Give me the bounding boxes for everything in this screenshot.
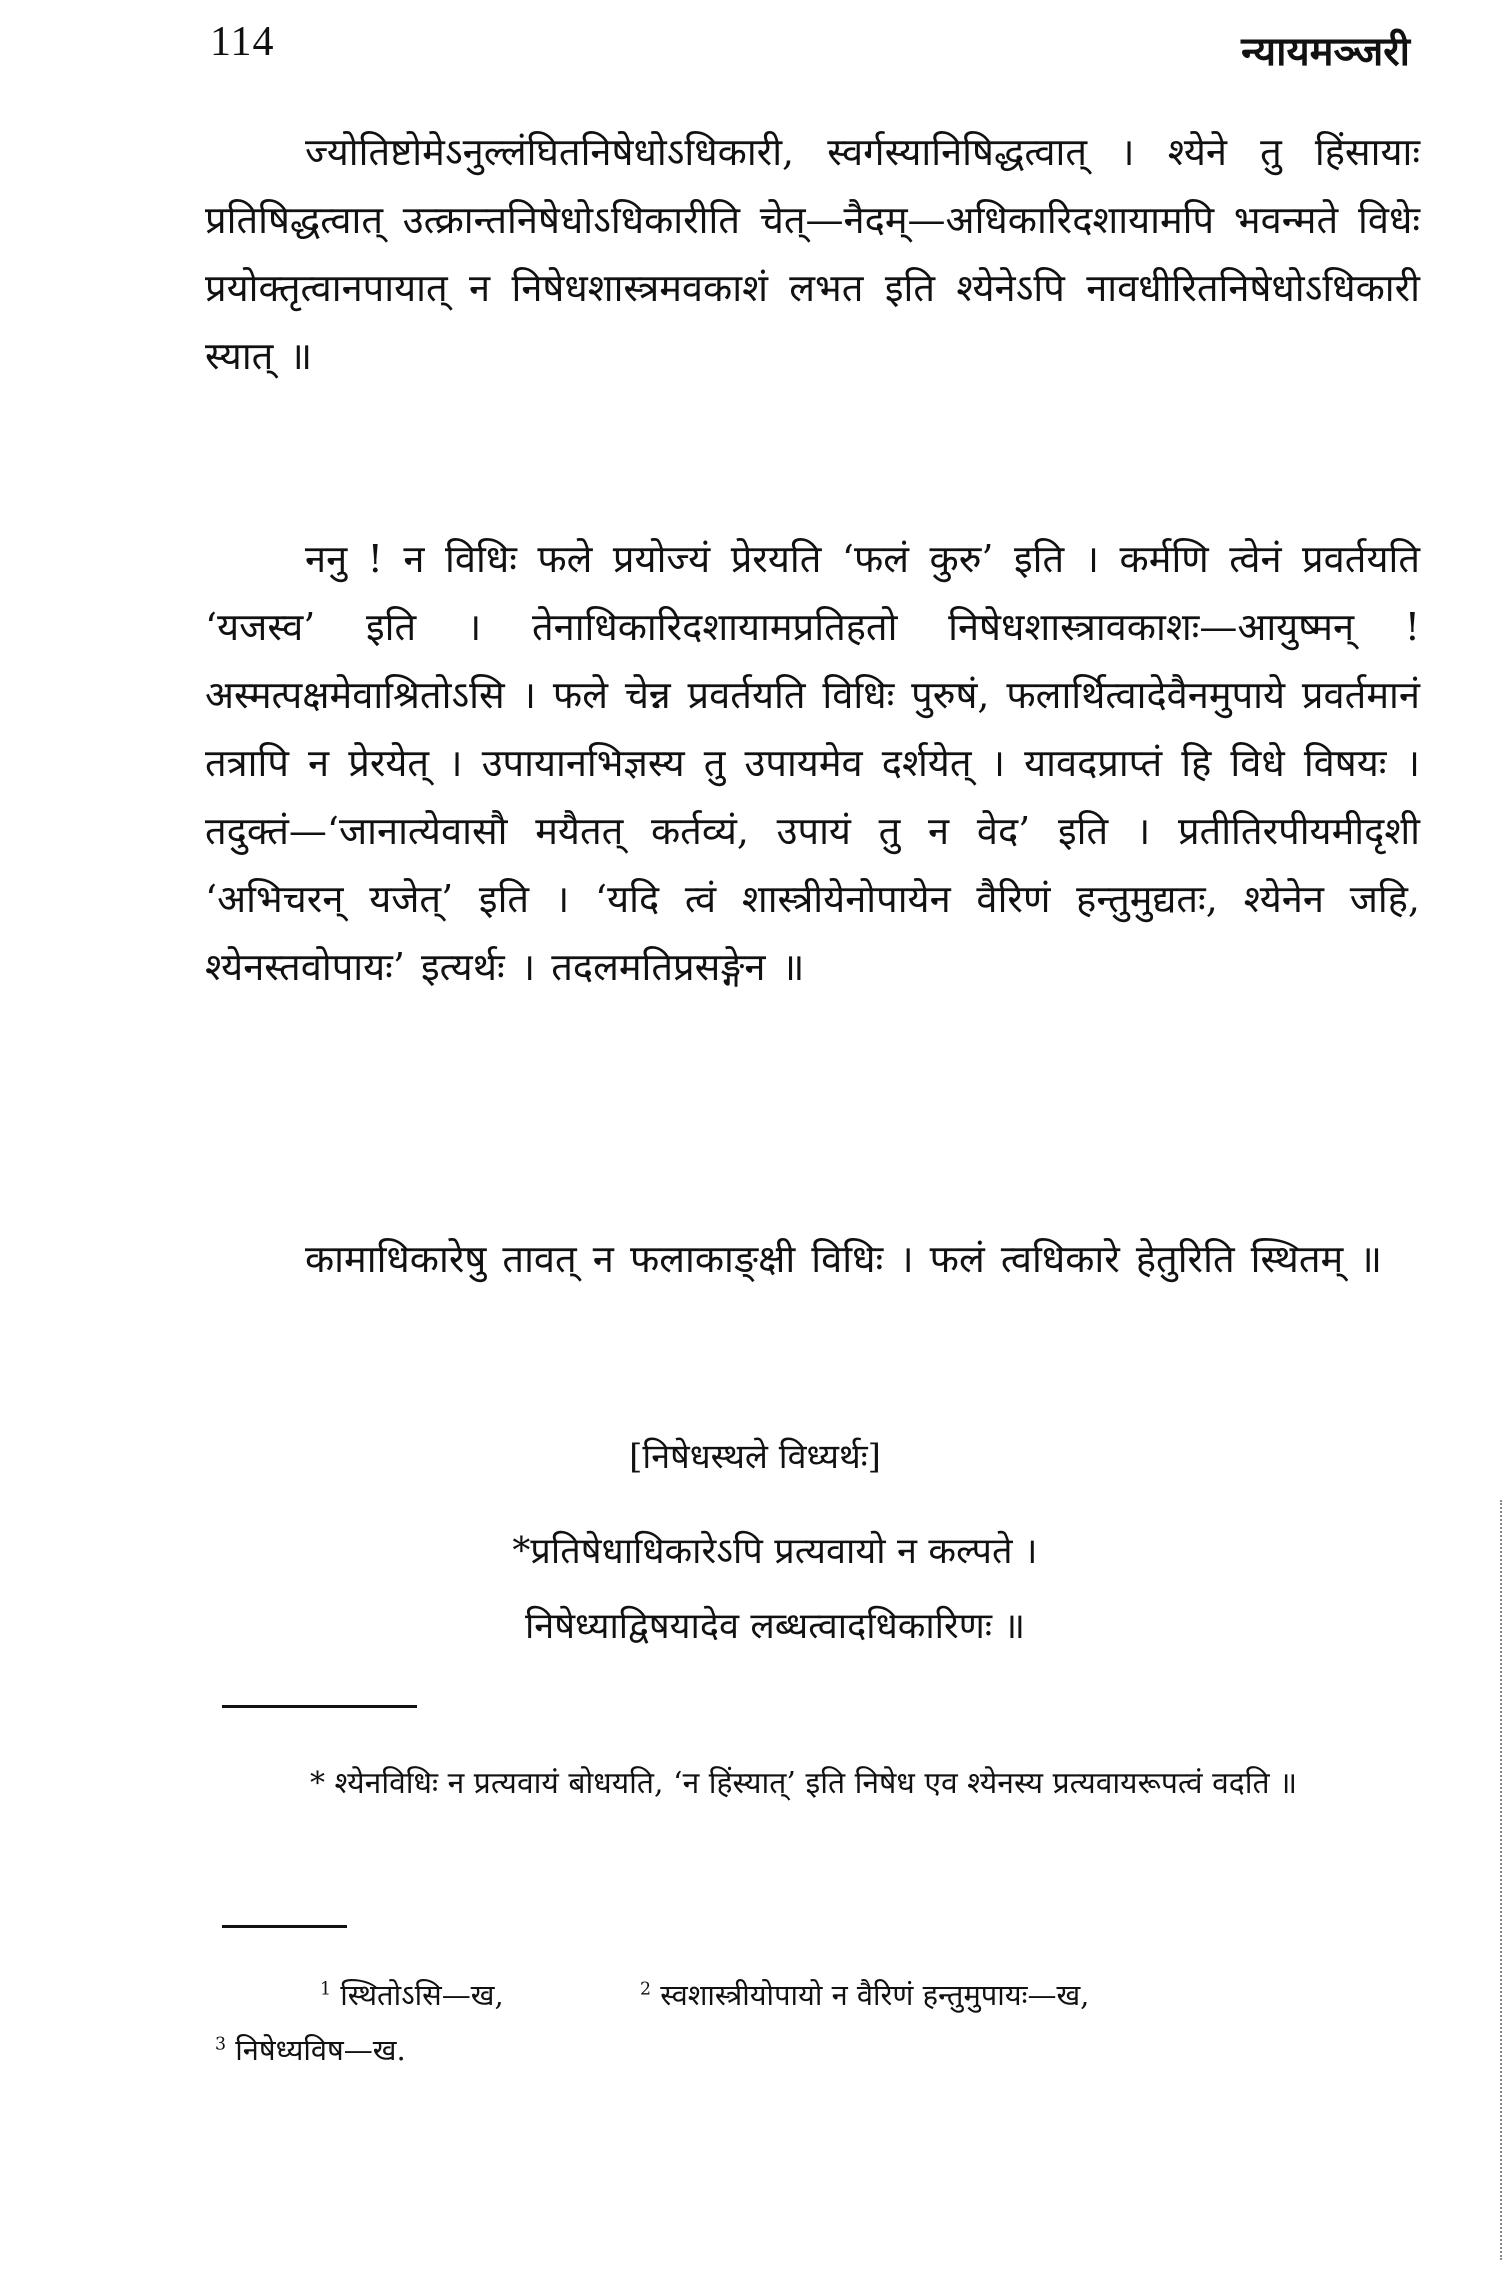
variant-text-3: निषेध्यविष—ख. [235,2033,406,2067]
variant-note-3 [215,2030,406,2069]
paragraph-1: ज्योतिष्टोमेऽनुल्लंघितनिषेधोऽधिकारी, स्वर्गस्यानिषिद्धत्वात् । श्येने तु हिंसायाः प्रतिषिद्धत्वात् उत्क्रान्तनिषेधोऽधिकारीति चेत्—नैदम्—अधिकारिदशायामपि भवन्मते विधेः प्रयोक्तृत्वानपायात् न निषेधशास्त्रमवकाशं लभत इति श्येनेऽपि नावधीरितनिषेधोऽधिकारी स्यात् ॥ [205,130,1420,378]
variant-text-1: स्थितोऽसि—ख, [340,1978,504,2012]
variant-text-2: स्वशास्त्रीयोपायो न वैरिणं हन्तुमुपायः—ख, [660,1978,1090,2012]
section-heading: [निषेधस्थले विध्यर्थः] [629,1437,881,1477]
verse-line-2: निषेध्याद्विषयादेव लब्धत्वादधिकारिणः ॥ [524,1606,1026,1647]
variant-marker-2: 2 [640,1979,652,2000]
verse-line-1: *प्रतिषेधाधिकारेऽपि प्रत्यवायो न कल्पते । [512,1531,1038,1572]
paragraph-2: ननु ! न विधिः फले प्रयोज्यं प्रेरयति ‘फलं कुरु’ इति । कर्मणि त्वेनं प्रवर्तयति ‘यजस्व’ इति । तेनाधिकारिदशायामप्रतिहतो निषेधशास्त्रावकाशः—आयुष्मन् ! अस्मत्पक्षमेवाश्रितोऽसि । फले चेन्न प्रवर्तयति विधिः पुरुषं, फलार्थित्वादेवैनमुपाये प्रवर्तमानं तत्रापि न प्रेरयेत् । उपायानभिज्ञस्य तु उपायमेव दर्शयेत् । यावदप्राप्तं हि विधे विषयः । तदुक्तं—‘जानात्येवासौ मयैतत् कर्तव्यं, उपायं तु न वेद’ इति । प्रतीतिरपीयमीदृशी ‘अभिचरन् यजेत्’ इति । ‘यदि त्वं शास्त्रीयेनोपायेन वैरिणं हन्तुमुद्यतः, श्येनेन जहि, श्येनस्तवोपायः’ इत्यर्थः । तदलमतिप्रसङ्गेन ॥ [205,537,1420,989]
paragraph-3: कामाधिकारेषु तावत् न फलाकाङ्क्षी विधिः । फलं त्वधिकारे हेतुरिति स्थितम् ॥ [305,1237,1383,1281]
footnote-star: * श्येनविधिः न प्रत्यवायं बोधयति, ‘न हिंस्यात्’ इति निषेध एव श्येनस्य प्रत्यवायरूपत्वं वदति ॥ [310,1766,1298,1801]
running-title: न्यायमञ्जरी [1241,28,1410,75]
scan-edge-noise [1498,1500,1502,2260]
variant-note-1 [320,1975,504,2014]
variant-note-2 [640,1975,1089,2014]
footnote-separator [222,1705,417,1708]
page-number: 114 [210,19,275,65]
variant-separator [222,1925,347,1928]
variant-marker-1: 1 [320,1979,332,2000]
variant-marker-3: 3 [215,2034,227,2055]
